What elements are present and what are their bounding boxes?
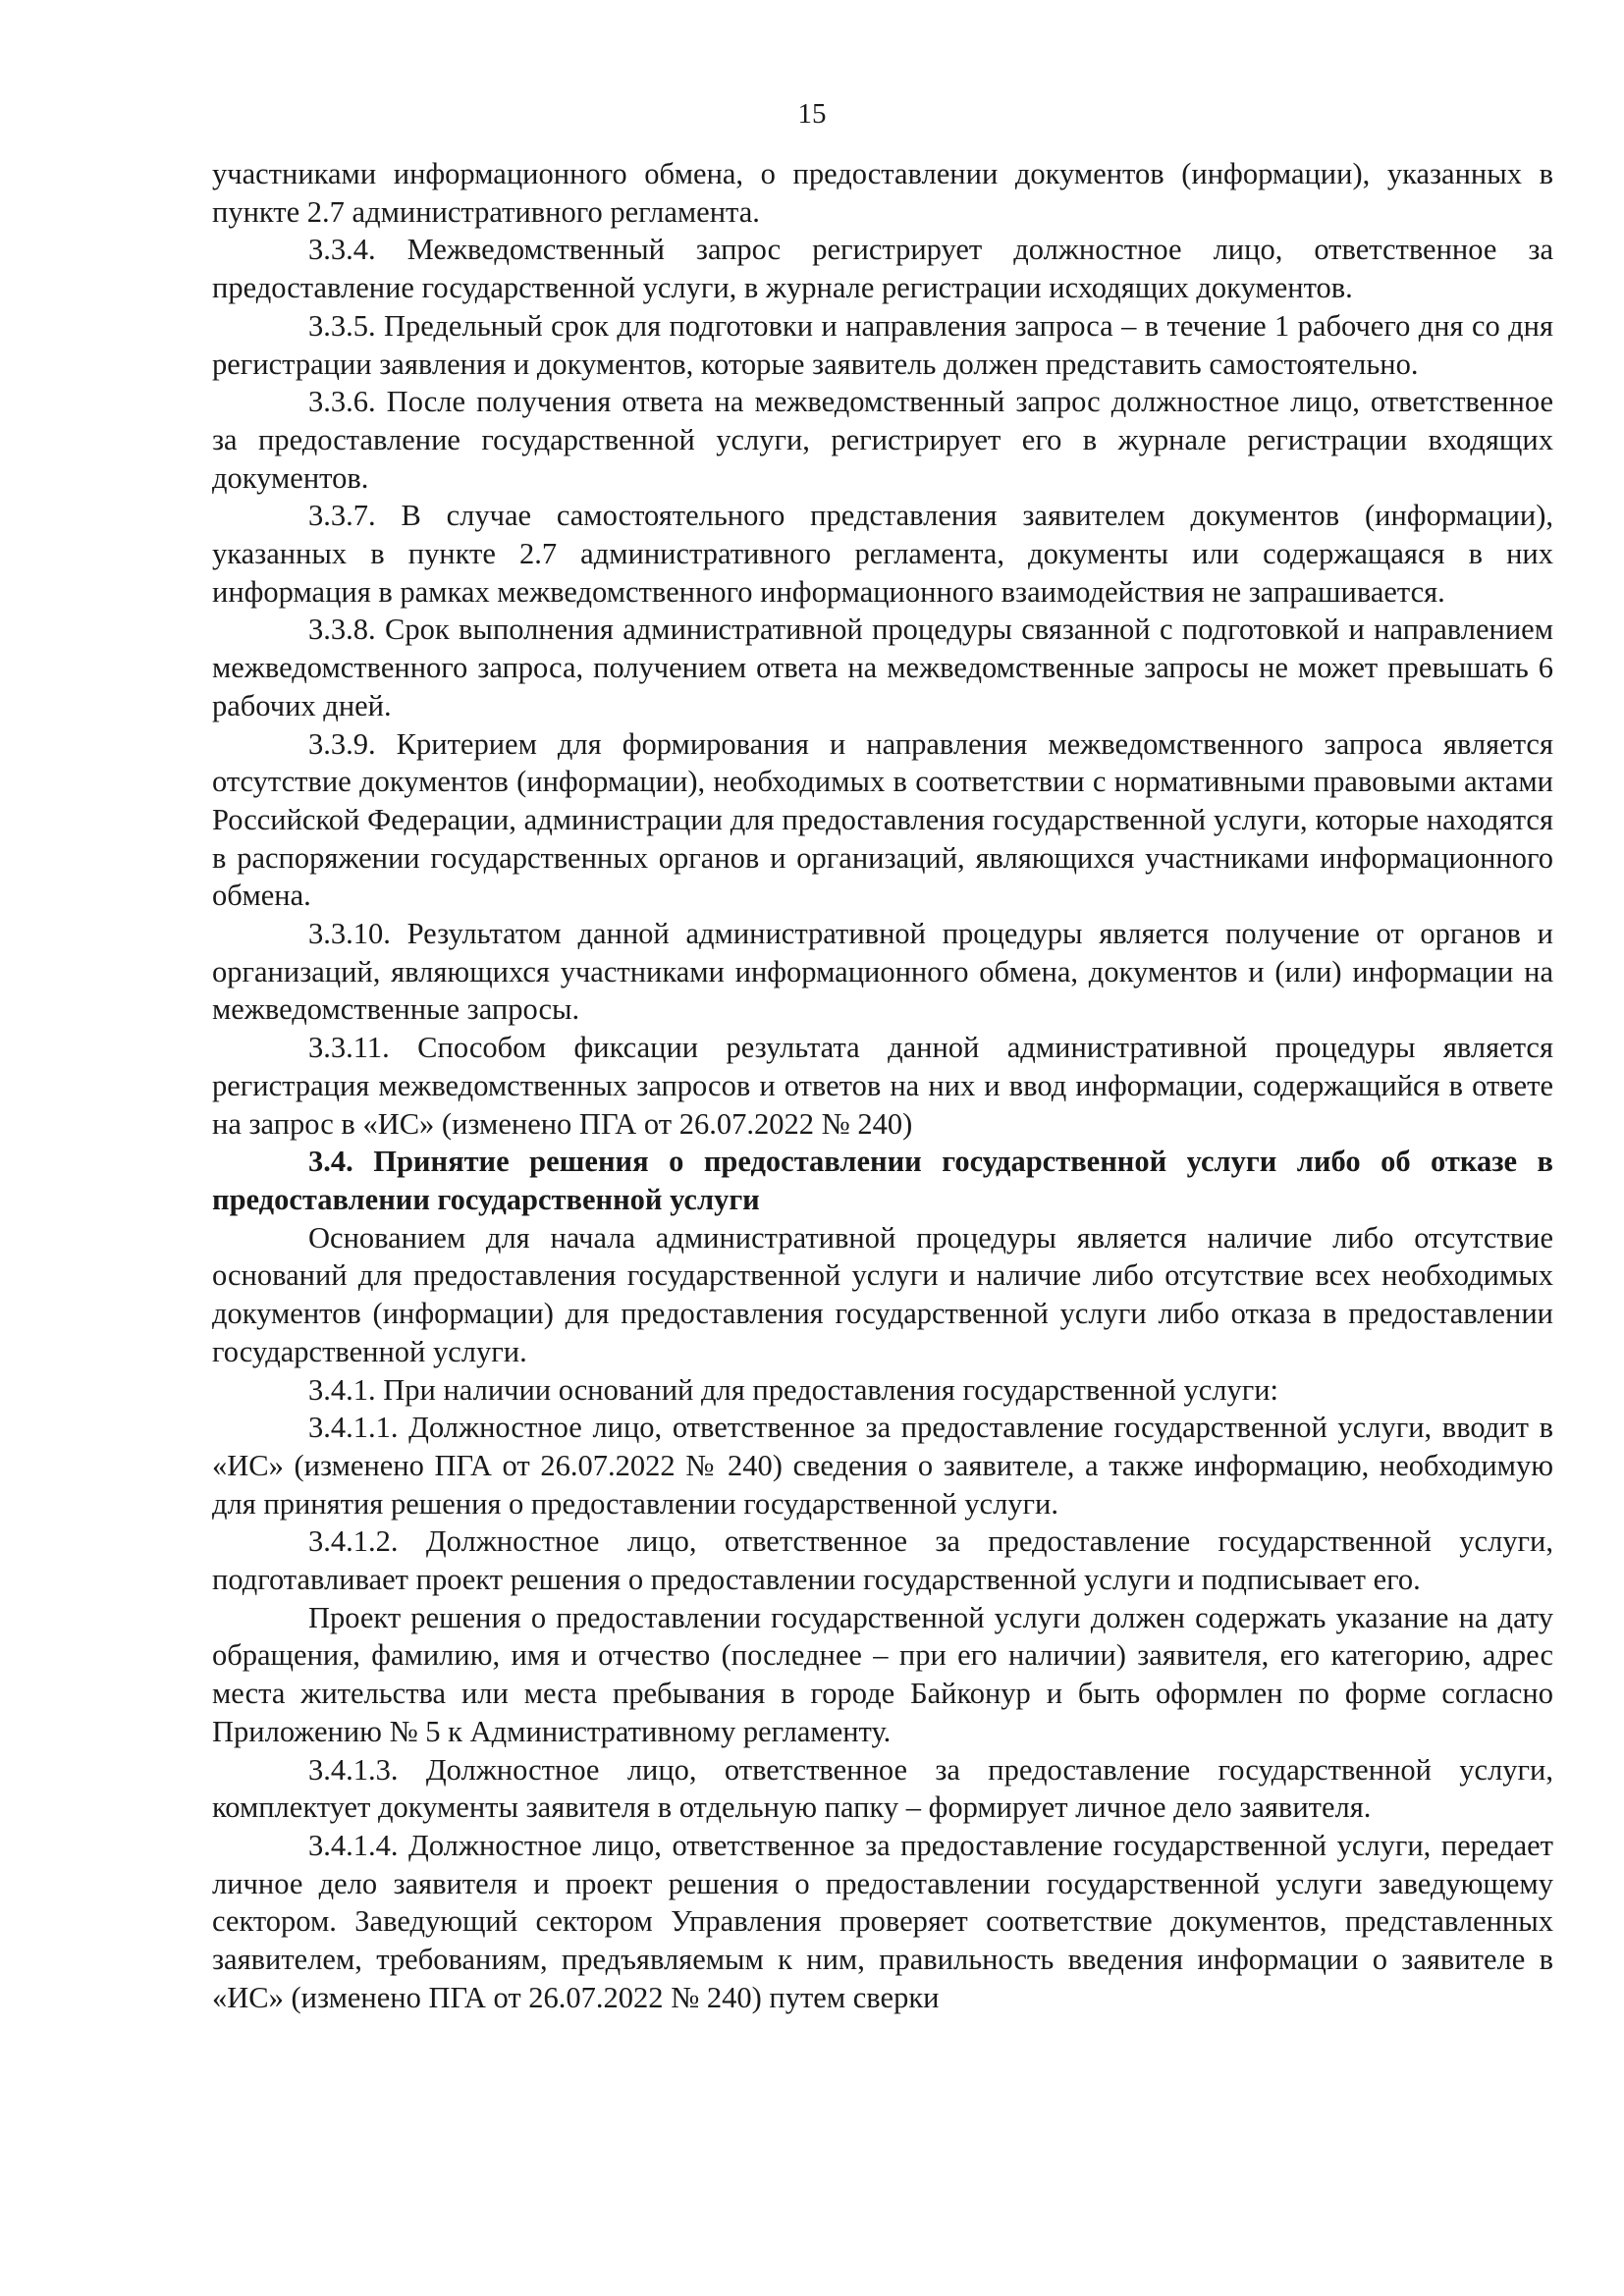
paragraph-3-3-9: 3.3.9. Критерием для формирования и направления межведомственного запроса является отсутствие документов (информации), необходимых в соответствии с нормативными правовыми актами Российской Федерации, администрации для предоставления государственной услуги, которые находятся в распоряжении государственных органов и организаций, являющихся участниками информационного обмена. [212,726,1553,913]
paragraph-3-3-10: 3.3.10. Результатом данной административной процедуры является получение от органов и организаций, являющихся участниками информационного обмена, документов и (или) информации на межведомственные запросы. [212,917,1553,1027]
page-number: 15 [797,98,827,130]
paragraph-3-4-1-4: 3.4.1.4. Должностное лицо, ответственное за предоставление государственной услуги, передает личное дело заявителя и проект решения о предоставлении государственной услуги заведующему сектором. Заведующий сектором Управления проверяет соответствие документов, представленных заявителем, требованиям, предъявляемым к ним, правильность введения информации о заявителе в «ИС» (изменено ПГА от 26.07.2022 № 240) путем сверки [212,1828,1553,2014]
paragraph-3-3-6: 3.3.6. После получения ответа на межведомственный запрос должностное лицо, ответственное за предоставление государственной услуги, регистрирует его в журнале регистрации входящих документов. [212,385,1553,495]
paragraph-3-4-1-1: 3.4.1.1. Должностное лицо, ответственное за предоставление государственной услуги, вводит в «ИС» (изменено ПГА от 26.07.2022 № 240) сведения о заявителе, а также информацию, необходимую для принятия решения о предоставлении государственной услуги. [212,1411,1553,1521]
paragraph-3-3-4: 3.3.4. Межведомственный запрос регистрирует должностное лицо, ответственное за предоставление государственной услуги, в журнале регистрации исходящих документов. [212,233,1553,305]
paragraph-3-4-1-3: 3.4.1.3. Должностное лицо, ответственное за предоставление государственной услуги, комплектует документы заявителя в отдельную папку – формирует личное дело заявителя. [212,1752,1553,1825]
paragraph-3-4-1: 3.4.1. При наличии оснований для предоставления государственной услуги: [308,1372,1279,1407]
document-body [212,155,1553,2016]
paragraph-3-3-11: 3.3.11. Способом фиксации результата данной административной процедуры является регистрация межведомственных запросов и ответов на них и ввод информации, содержащийся в ответе на запрос в «ИС» (изменено ПГА от 26.07.2022 № 240) [212,1031,1553,1141]
paragraph-3-3-5: 3.3.5. Предельный срок для подготовки и направления запроса – в течение 1 рабочего дня со дня регистрации заявления и документов, которые заявитель должен представить самостоятельно. [212,308,1553,381]
paragraph-basis: Основанием для начала административной процедуры является наличие либо отсутствие оснований для предоставления государственной услуги и наличие либо отсутствие всех необходимых документов (информации) для предоставления государственной услуги либо отказа в предоставлении государственной услуги. [212,1220,1553,1368]
paragraph-3-3-7: 3.3.7. В случае самостоятельного представления заявителем документов (информации), указанных в пункте 2.7 административного регламента, документы или содержащаяся в них информация в рамках межведомственного информационного взаимодействия не запрашивается. [212,499,1553,609]
paragraph-3-4-1-2: 3.4.1.2. Должностное лицо, ответственное за предоставление государственной услуги, подготавливает проект решения о предоставлении государственной услуги и подписывает его. [212,1524,1553,1597]
paragraph-continuation: участниками информационного обмена, о предоставлении документов (информации), указанных в пункте 2.7 административного регламента. [212,157,1553,229]
paragraph-3-3-8: 3.3.8. Срок выполнения административной процедуры связанной с подготовкой и направлением межведомственного запроса, получением ответа на межведомственные запросы не может превышать 6 рабочих дней. [212,613,1553,722]
paragraph-draft-decision: Проект решения о предоставлении государственной услуги должен содержать указание на дату обращения, фамилию, имя и отчество (последнее – при его наличии) заявителя, его категорию, адрес места жительства или места пребывания в городе Байконур и быть оформлен по форме согласно Приложению № 5 к Административному регламенту. [212,1600,1553,1748]
section-heading-3-4: 3.4. Принятие решения о предоставлении государственной услуги либо об отказе в предоставлении государственной услуги [212,1145,1553,1216]
